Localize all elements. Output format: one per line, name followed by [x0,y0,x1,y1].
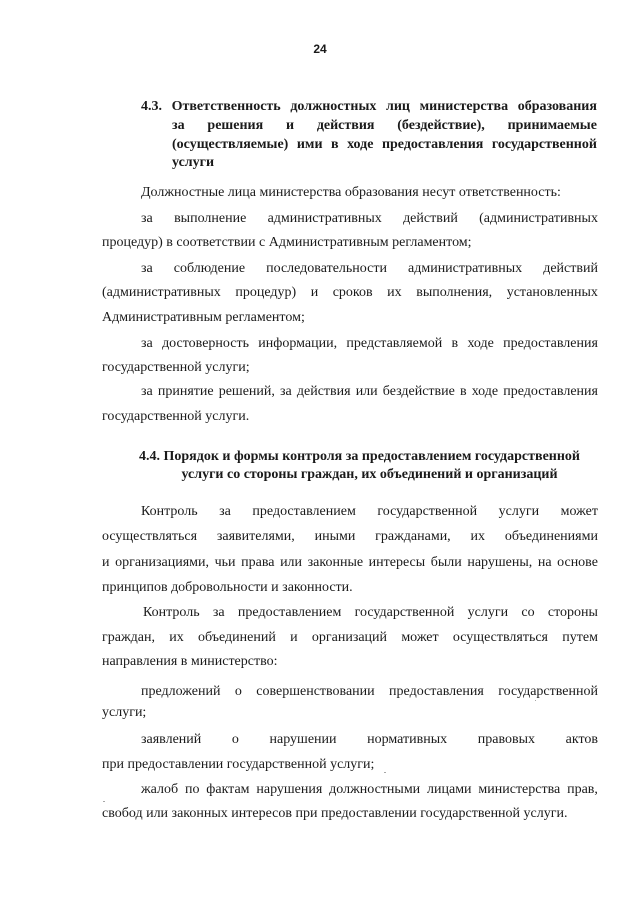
word: предоставлением [252,504,356,519]
section-4-4-heading-line-2: услуги со стороны граждан, их объединений и организаций [181,467,558,482]
word: процедур) [235,285,297,300]
word: нормативных [367,732,448,747]
section-4-4-body-line-7: направления в министерство: [102,654,278,669]
section-4-4-body-line-4: принципов добровольности и законности. [102,580,353,595]
word: лицами [427,782,472,797]
word: услуги [498,504,540,519]
word: (бездействие), [397,118,485,133]
word: за [141,384,153,399]
word: организациями, [115,555,210,570]
word: за [141,261,153,276]
word: стороны [547,605,598,620]
word: по [184,782,200,797]
word: решений, [218,384,275,399]
word: объединениями [504,529,598,544]
word: решения [207,118,264,133]
word: законные [307,555,364,570]
word: предоставления [503,336,598,351]
word: за [141,211,153,226]
word: может [560,504,598,519]
word: и [285,118,295,133]
word: представляемой [346,336,443,351]
word: должностными [329,782,421,797]
word: нарушены, [467,555,533,570]
word: права [241,555,275,570]
section-4-4-body-line-8 [141,684,598,700]
section-4-3-body-line-7 [141,336,598,352]
word: действий [543,261,598,276]
word: основе [557,555,598,570]
word: и [310,285,319,300]
section-4-4-body-line-1 [141,504,598,520]
word: (осуществляемые) [172,137,289,152]
word: их [169,630,184,645]
word: ходе [467,336,494,351]
section-4-3-body-line-10: государственной услуги. [102,409,250,424]
word: государственной [498,684,598,699]
word: за [219,504,231,519]
word: предоставлением [237,605,342,620]
word: 4.3. [141,99,162,114]
section-4-4-body-line-12 [141,782,598,798]
section-4-4-heading-line-1: 4.4. Порядок и формы контроля за предоставлением государственной [139,449,580,464]
word: совершенствовании [256,684,375,699]
word: заявлений [141,732,202,747]
section-4-3-body-line-1: Должностные лица министерства образования несут ответственность: [141,185,561,200]
section-4-3-body-line-3: процедур) в соответствии с Административным регламентом; [102,235,472,250]
word: выполнение [174,211,247,226]
word: предложений [141,684,221,699]
word: осуществляться [102,529,198,544]
word: лиц [385,99,410,114]
word: Ответственность [171,99,281,114]
section-4-4-body-line-13: свобод или законных интересов при предоставлении государственной услуги. [102,806,568,821]
section-4-4-body-line-3 [102,555,598,571]
word: ходе [347,137,374,152]
word: установленных [506,285,598,300]
section-4-3-heading-line-2 [172,118,597,134]
word: заявителями, [216,529,295,544]
word: принимаемые [507,118,597,133]
word: Контроль [141,504,198,519]
word: иными [314,529,356,544]
word: на [537,555,552,570]
word: за [280,384,292,399]
word: государственной [491,137,597,152]
section-4-3-heading-line-3 [172,137,597,153]
section-4-3-heading-line-4: услуги [172,155,215,170]
word: актов [565,732,598,747]
word: за [141,336,153,351]
word: были [430,555,462,570]
word: за [172,118,185,133]
word: предоставления [389,684,484,699]
word: гражданами, [375,529,451,544]
word: интересы [368,555,426,570]
section-4-4-body-line-2 [102,529,598,545]
word: действий [403,211,458,226]
word: о [231,732,239,747]
word: нарушении [269,732,337,747]
section-4-3-body-line-2 [141,211,598,227]
word: действия [316,118,375,133]
section-4-4-body-line-10 [141,732,598,748]
word: информации, [258,336,338,351]
section-4-3-body-line-9 [141,384,598,400]
section-4-4-body-line-5 [143,605,598,621]
section-4-4-body-line-11: при предоставлении государственной услуги; [102,757,375,772]
word: соблюдение [173,261,246,276]
section-4-4-body-line-9: услуги; [102,705,147,720]
word: фактам [206,782,250,797]
word: нарушения [256,782,323,797]
word: и [290,630,298,645]
word: чьи [214,555,236,570]
word: должностных [290,99,377,114]
word: за [212,605,225,620]
word: Контроль [143,605,200,620]
word: принятие [157,384,214,399]
word: или [280,555,303,570]
section-4-3-body-line-6: Административным регламентом; [102,310,305,325]
section-4-3-body-line-5 [102,285,598,301]
word: сроков [332,285,373,300]
word: министерства [478,782,561,797]
word: ими [296,137,323,152]
word: их [387,285,402,300]
word: (административных [479,211,598,226]
word: (административных [102,285,221,300]
word: организаций [311,630,388,645]
word: государственной [377,504,478,519]
word: в [331,137,339,152]
word: образования [517,99,597,114]
word: их [470,529,485,544]
word: в [451,336,459,351]
word: предоставления [381,137,484,152]
word: может [401,630,439,645]
scan-speck [535,700,536,701]
word: жалоб [141,782,179,797]
word: и [102,555,110,570]
word: или [355,384,378,399]
word: правовых [477,732,535,747]
word: предоставления [503,384,598,399]
word: прав, [567,782,598,797]
word: ходе [471,384,499,399]
word: административных [408,261,523,276]
word: государственной [354,605,455,620]
word: бездействие [382,384,455,399]
word: министерства [419,99,509,114]
scan-speck [384,772,386,773]
section-4-3-body-line-8: государственной услуги; [102,360,250,375]
word: выполнения, [416,285,493,300]
word: услуги [467,605,509,620]
page-number: 24 [313,42,327,56]
word: осуществляться [452,630,548,645]
section-4-4-body-line-6 [102,630,598,646]
word: путем [562,630,598,645]
word: граждан, [102,630,155,645]
word: о [234,684,242,699]
scan-speck [103,801,105,802]
word: объединений [198,630,276,645]
word: последовательности [266,261,387,276]
section-4-3-body-line-4 [141,261,598,277]
word: в [459,384,467,399]
word: со [521,605,535,620]
word: административных [267,211,382,226]
section-4-3-heading-line-1 [141,99,597,115]
word: действия [296,384,351,399]
word: достоверность [162,336,249,351]
